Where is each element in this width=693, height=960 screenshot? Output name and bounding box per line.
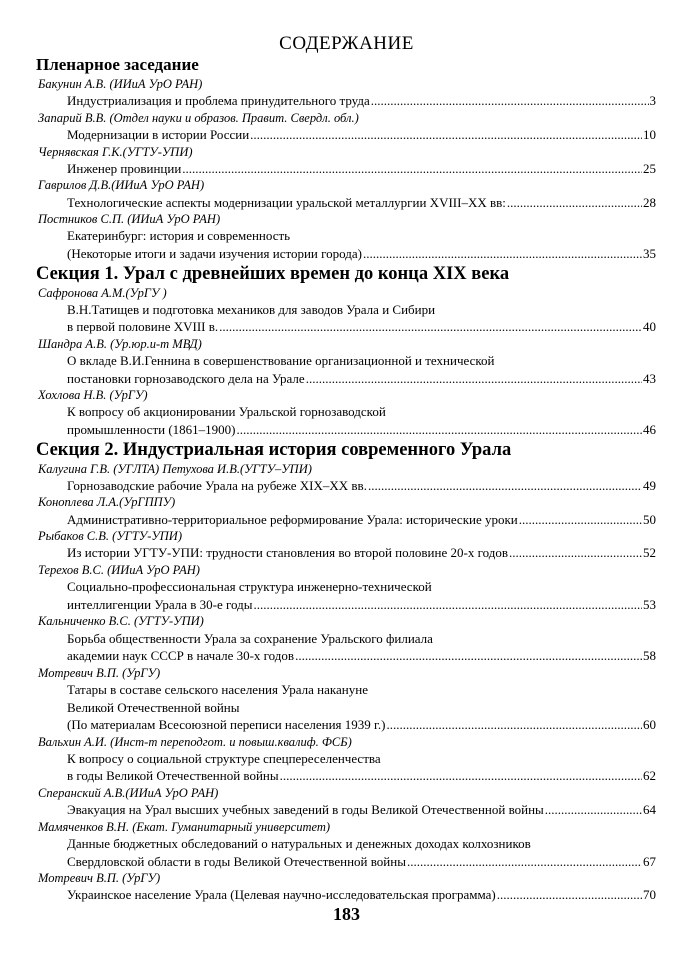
dot-leader <box>219 318 642 336</box>
entry-author: Терехов В.С. (ИИиА УрО РАН) <box>38 562 200 577</box>
dot-leader <box>253 596 642 614</box>
entry-title-line: Из истории УГТУ-УПИ: трудности становления во второй половине 20-х годов <box>67 545 508 561</box>
toc-entry[interactable] <box>67 835 656 870</box>
toc-entry[interactable] <box>67 126 656 144</box>
entry-title-line: К вопросу об акционировании Уральской горнозаводской <box>67 404 386 420</box>
dot-leader <box>371 92 649 110</box>
entry-title-line: Административно-территориальное реформирование Урала: исторические уроки <box>67 511 518 527</box>
entry-page-number: 70 <box>643 887 656 903</box>
dot-leader <box>545 801 642 819</box>
entry-author: Рыбаков С.В. (УГТУ-УПИ) <box>38 529 182 544</box>
dot-leader <box>386 716 642 734</box>
entry-title-line: (Некоторые итоги и задачи изучения истории города) <box>67 245 362 261</box>
entry-page-number: 28 <box>643 194 656 210</box>
dot-leader <box>497 886 642 904</box>
toc-entry[interactable] <box>67 352 656 387</box>
entry-title-line: Борьба общественности Урала за сохранение Уральского филиала <box>67 630 433 646</box>
dot-leader <box>295 647 642 665</box>
entry-author: Чернявская Г.К.(УГТУ-УПИ) <box>38 144 193 159</box>
entry-page-number: 49 <box>643 477 656 493</box>
dot-leader <box>519 511 642 529</box>
entry-title-line: Украинское население Урала (Целевая научно-исследовательская программа) <box>67 887 496 903</box>
entry-title-line: Данные бюджетных обследований о натуральных и денежных доходах колхозников <box>67 836 531 852</box>
entry-author: Вальхин А.И. (Инст-т переподгот. и повыш.квалиф. ФСБ) <box>38 734 352 749</box>
dot-leader <box>368 477 642 495</box>
entry-author: Постников С.П. (ИИиА УрО РАН) <box>38 212 221 227</box>
entry-page-number: 3 <box>649 93 656 109</box>
entry-title-line: интеллигенции Урала в 30-е годы <box>67 596 253 612</box>
dot-leader <box>182 160 642 178</box>
dot-leader <box>280 767 642 785</box>
entry-author: Гаврилов Д.В.(ИИиА УрО РАН) <box>38 178 205 193</box>
toc-entry[interactable] <box>67 160 656 178</box>
toc-entry[interactable] <box>67 886 656 904</box>
entry-title-line: Великой Отечественной войны <box>67 699 240 715</box>
entry-author: Кальниченко В.С. (УГТУ-УПИ) <box>38 614 204 629</box>
entry-author: Сперанский А.В.(ИИиА УрО РАН) <box>38 786 219 801</box>
table-of-contents <box>36 54 656 904</box>
toc-entry[interactable] <box>67 301 656 336</box>
entry-author: Мамяченков В.Н. (Екат. Гуманитарный университет) <box>38 819 331 834</box>
dot-leader <box>363 245 642 263</box>
dot-leader <box>509 544 642 562</box>
entry-page-number: 53 <box>643 596 656 612</box>
entry-page-number: 35 <box>643 245 656 261</box>
page-number: 183 <box>333 904 360 924</box>
entry-title-line: Татары в составе сельского населения Урала накануне <box>67 681 368 697</box>
entry-title-line: Индустриализация и проблема принудительного труда <box>67 93 370 109</box>
dot-leader <box>407 853 642 871</box>
entry-title-line: Технологические аспекты модернизации уральской металлургии XVIII–XX вв: <box>67 194 506 210</box>
entry-author: Шандра А.В. (Ур.юр.и-т МВД) <box>38 336 202 351</box>
entry-title-line: Инженер провинции <box>67 160 182 176</box>
section-heading: Секция 1. Урал с древнейших времен до конца XIX века <box>36 263 510 284</box>
entry-title-line: К вопросу о социальной структуре спецпереселенчества <box>67 750 381 766</box>
toc-entry[interactable] <box>67 477 656 495</box>
entry-author: Запарий В.В. (Отдел науки и образов. Правит. Свердл. обл.) <box>38 110 359 125</box>
toc-entry[interactable] <box>67 750 656 785</box>
entry-page-number: 10 <box>643 126 656 142</box>
entry-title-line: академии наук СССР в начале 30-х годов <box>67 648 295 664</box>
entry-title-line: Екатеринбург: история и современность <box>67 228 291 244</box>
toc-entry[interactable] <box>67 92 656 110</box>
entry-title-line: Эвакуация на Урал высших учебных заведений в годы Великой Отечественной войны <box>67 802 544 818</box>
toc-entry[interactable] <box>67 681 656 734</box>
entry-author: Коноплева Л.А.(УрГППУ) <box>38 495 176 510</box>
toc-entry[interactable] <box>67 403 656 438</box>
dot-leader <box>507 194 642 212</box>
toc-entry[interactable] <box>67 227 656 262</box>
entry-author: Калугина Г.В. (УГЛТА) Петухова И.В.(УГТУ–УПИ) <box>38 461 312 476</box>
toc-entry[interactable] <box>67 544 656 562</box>
entry-title-line: Свердловской области в годы Великой Отечественной войны <box>67 853 406 869</box>
entry-page-number: 40 <box>643 319 656 335</box>
entry-page-number: 64 <box>643 802 656 818</box>
toc-entry[interactable] <box>67 194 656 212</box>
entry-title-line: (По материалам Всесоюзной переписи населения 1939 г.) <box>67 717 386 733</box>
entry-author: Мотревич В.П. (УрГУ) <box>38 665 161 680</box>
entry-page-number: 62 <box>643 768 656 784</box>
entry-page-number: 60 <box>643 717 656 733</box>
toc-entry[interactable] <box>67 578 656 613</box>
entry-title-line: в годы Великой Отечественной войны <box>67 768 279 784</box>
entry-author: Бакунин А.В. (ИИиА УрО РАН) <box>38 77 203 91</box>
entry-page-number: 50 <box>643 511 656 527</box>
entry-title-line: промышленности (1861–1900) <box>67 422 236 438</box>
dot-leader <box>237 421 643 439</box>
toc-entry[interactable] <box>67 630 656 665</box>
entry-author: Сафронова А.М.(УрГУ ) <box>38 285 167 300</box>
page-title: СОДЕРЖАНИЕ <box>279 33 414 54</box>
toc-entry[interactable] <box>67 801 656 819</box>
entry-page-number: 43 <box>643 370 656 386</box>
entry-title-line: Модернизации в истории России <box>67 126 250 142</box>
section-heading: Секция 2. Индустриальная история современного Урала <box>36 439 512 460</box>
toc-entry[interactable] <box>67 511 656 529</box>
dot-leader <box>250 126 642 144</box>
entry-title-line: О вкладе В.И.Геннина в совершенствование организационной и технической <box>67 353 495 369</box>
entry-page-number: 58 <box>643 648 656 664</box>
entry-title-line: Социально-профессиональная структура инженерно-технической <box>67 579 432 595</box>
entry-page-number: 25 <box>643 160 656 176</box>
entry-author: Мотревич В.П. (УрГУ) <box>38 871 161 886</box>
entry-title-line: постановки горнозаводского дела на Урале <box>67 370 305 386</box>
entry-page-number: 46 <box>643 422 656 438</box>
entry-author: Хохлова Н.В. (УрГУ) <box>38 388 148 403</box>
entry-page-number: 52 <box>643 545 656 561</box>
section-heading: Пленарное заседание <box>36 55 199 74</box>
dot-leader <box>306 370 642 388</box>
entry-title-line: В.Н.Татищев и подготовка механиков для заводов Урала и Сибири <box>67 301 436 317</box>
entry-page-number: 67 <box>643 853 656 869</box>
entry-title-line: в первой половине XVIII в. <box>67 319 219 335</box>
entry-title-line: Горнозаводские рабочие Урала на рубеже XIX–XX вв. <box>67 477 367 493</box>
